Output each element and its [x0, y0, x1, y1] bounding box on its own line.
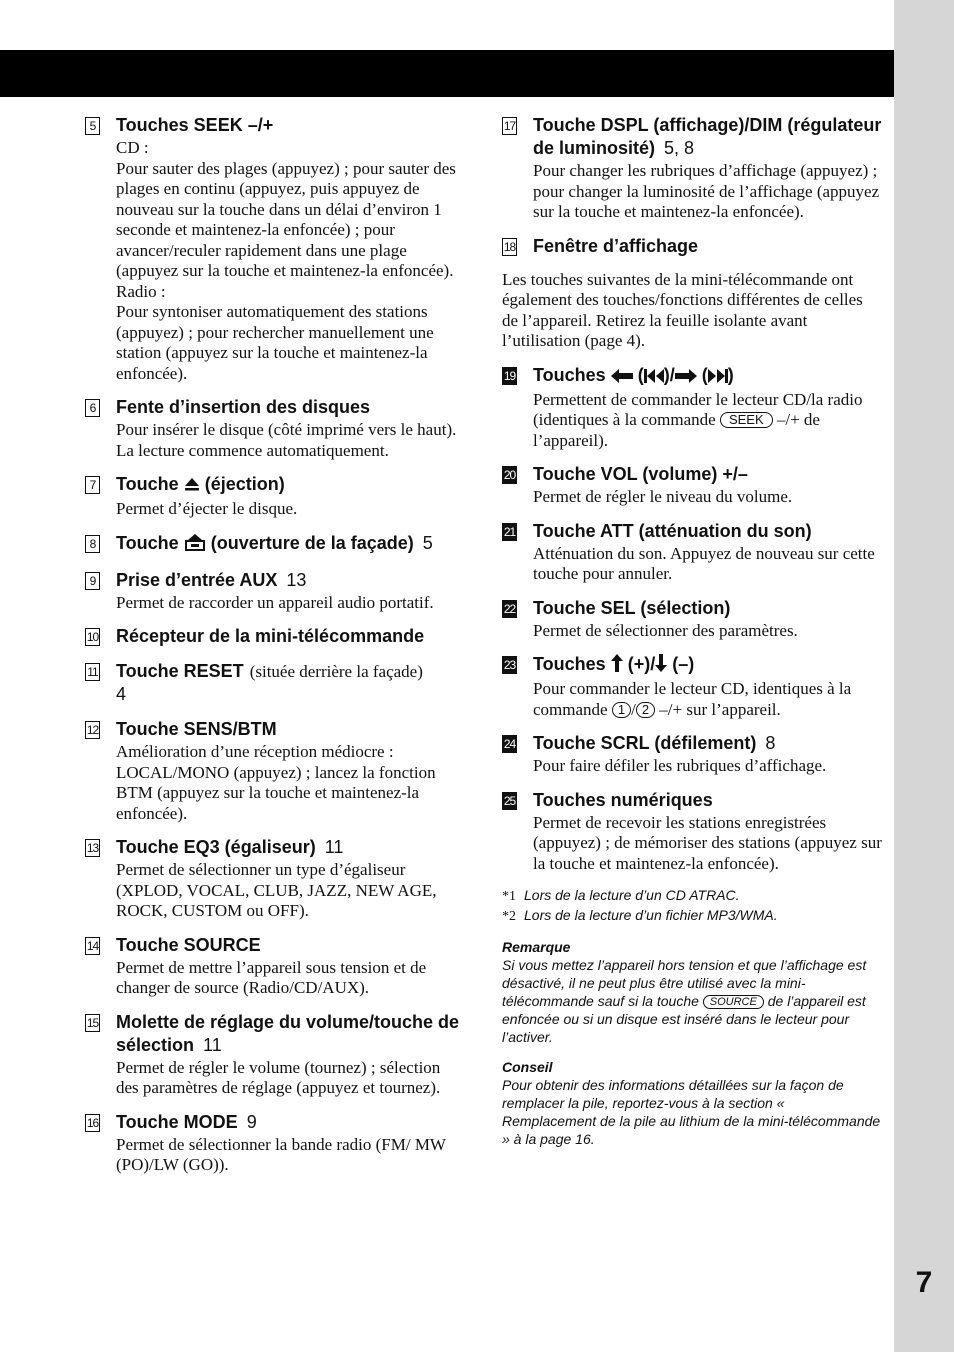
next-track-icon	[708, 366, 728, 389]
intro-paragraph: Les touches suivantes de la mini-télécommande ont également des touches/fonctions différentes de celles de l’appareil. Retirez la feuille isolante avant l’utilisation (page 4).	[502, 269, 863, 350]
page-number: 7	[915, 1266, 933, 1299]
right-arrow-icon	[675, 366, 697, 389]
item-18	[502, 235, 882, 258]
item-title: Fenêtre d’affichage	[533, 235, 699, 256]
item-title	[116, 660, 463, 706]
title-part: )/	[663, 364, 675, 385]
item-title: Fente d’insertion des disques	[116, 397, 371, 417]
item-22	[502, 597, 882, 642]
item-number: 10	[86, 630, 99, 644]
item-number: 11	[85, 663, 100, 681]
key-2-label: 2	[636, 702, 655, 718]
conseil-title: Conseil	[502, 1059, 553, 1075]
item-title: Récepteur de la mini-télécommande	[116, 626, 425, 646]
footnote-mark: *2	[502, 909, 516, 924]
item-description: Permet de mettre l’appareil sous tension et de changer de source (Radio/CD/AUX).	[116, 957, 427, 997]
page-ref: 8	[765, 733, 776, 753]
conseil-note	[502, 1058, 882, 1148]
item-title	[116, 473, 463, 498]
item-16	[85, 1111, 463, 1176]
item-number: 22	[503, 601, 516, 616]
item-number: 12	[86, 723, 99, 737]
item-13	[85, 836, 463, 922]
title-part: Touches	[533, 654, 606, 674]
item-description: Pour insérer le disque (côté imprimé vers le haut). La lecture commence automatiquement.	[116, 420, 457, 460]
title-part: Touche	[116, 532, 179, 553]
right-column	[502, 114, 882, 1148]
item-21	[502, 520, 882, 585]
item-description	[116, 138, 463, 384]
title-part: (–)	[672, 654, 695, 674]
item-description: Permet de sélectionner la bande radio (FM/ MW (PO)/LW (GO)).	[116, 1134, 446, 1174]
item-title: Touches SEEK –/+	[116, 115, 274, 135]
item-8	[85, 532, 463, 557]
title-part: Touche MODE	[116, 1111, 238, 1132]
item-title	[116, 569, 463, 592]
page-ref: 4	[116, 684, 127, 704]
item-10	[85, 625, 463, 648]
title-note: (située derrière la façade)	[249, 662, 423, 681]
header-bar	[0, 50, 894, 97]
item-number: 18	[503, 239, 516, 254]
title-part: )	[727, 364, 734, 385]
remarque-title: Remarque	[502, 939, 571, 955]
footnote-text: Lors de la lecture d’un CD ATRAC.	[524, 887, 740, 903]
item-description: Permet de sélectionner un type d’égaliseur (XPLOD, VOCAL, CLUB, JAZZ, NEW AGE, ROCK, CUSTOM ou OFF).	[116, 860, 437, 920]
desc-part: –/+ sur l’appareil.	[659, 699, 781, 719]
item-description: Permet de régler le volume (tournez) ; sélection des paramètres de réglage (appuyez et tournez).	[116, 1057, 441, 1097]
note-part: Si vous mettez l’appareil hors tension et que l’affichage est désactivé, il ne peut plus être utilisé avec la mini-télécommande sauf si la touche	[502, 957, 867, 1009]
footnote	[502, 886, 882, 906]
title-part: (ouverture de la façade)	[210, 532, 414, 553]
seek-key-label: SEEK	[720, 412, 773, 428]
item-12	[85, 718, 463, 824]
title-part: Touche SCRL (défilement)	[533, 733, 757, 753]
item-20	[502, 463, 882, 508]
desc-line: Pour sauter des plages (appuyez) ; pour sauter des plages en continu (appuyez, puis appuyez de nouveau sur la touche dans un délai d’environ 1 seconde et maintenez-la enfoncée) ; pour avancer/reculer rapidement dans une plage (appuyez sur la touche et maintenez-la enfoncée).	[116, 158, 456, 280]
item-11	[85, 660, 463, 706]
desc-part: –/+ de l’appareil).	[533, 410, 820, 450]
remarque-note	[502, 938, 882, 1046]
item-number: 21	[503, 524, 516, 539]
footnote-mark: *1	[502, 889, 516, 904]
desc-part: /	[631, 699, 636, 719]
title-part: Touches	[533, 364, 606, 385]
footnote	[502, 906, 882, 926]
front-panel-open-icon	[184, 533, 206, 557]
item-25	[502, 789, 882, 875]
item-number: 6	[85, 399, 100, 417]
item-number: 23	[503, 658, 516, 672]
page-ref: 5, 8	[664, 138, 695, 158]
source-key-label: SOURCE	[703, 995, 764, 1009]
desc-line: Radio :	[116, 281, 166, 301]
item-number: 9	[85, 572, 100, 590]
item-19	[502, 364, 882, 452]
item-number: 19	[503, 368, 516, 383]
title-part: (	[701, 364, 708, 385]
page-ref: 13	[286, 569, 307, 590]
item-9	[85, 569, 463, 614]
item-number: 16	[86, 1115, 99, 1130]
item-5	[85, 114, 463, 384]
footnote-text: Lors de la lecture d’un fichier MP3/WMA.	[524, 907, 778, 923]
footnotes	[502, 886, 882, 926]
up-arrow-icon	[611, 654, 623, 678]
item-description: Pour changer les rubriques d’affichage (appuyez) ; pour changer la luminosité de l’affichage (appuyez sur la touche et maintenez-la enfoncée).	[533, 161, 880, 221]
item-title: Touche SENS/BTM	[116, 719, 277, 739]
item-number: 24	[503, 737, 516, 751]
page-sidebar	[894, 0, 954, 1352]
desc-line: CD :	[116, 138, 149, 157]
item-title	[116, 532, 463, 557]
page-ref: 11	[203, 1034, 222, 1055]
item-title: Touche VOL (volume) +/–	[533, 464, 748, 484]
title-part: (+)/	[627, 654, 656, 674]
item-description: Permet d’éjecter le disque.	[116, 499, 298, 518]
down-arrow-icon	[655, 654, 667, 678]
item-17	[502, 114, 882, 223]
conseil-text: Pour obtenir des informations détaillées sur la façon de remplacer la pile, reportez-vous à la section « Remplacement de la pile au lithium de la mini-télécommande » à la page 16.	[502, 1077, 881, 1147]
page-ref: 11	[324, 837, 344, 857]
left-column	[85, 114, 463, 1188]
title-part: Touche EQ3 (égaliseur)	[116, 837, 316, 857]
item-title: Touche SOURCE	[116, 934, 261, 955]
item-7	[85, 473, 463, 520]
desc-part: Permettent de commander le lecteur CD/la radio (identiques à la commande	[533, 389, 863, 429]
item-24	[502, 732, 882, 777]
item-title	[116, 836, 463, 859]
title-part: Touche DSPL (affichage)/DIM (régulateur de luminosité)	[533, 115, 882, 158]
title-part: (	[637, 364, 644, 385]
desc-part: Pour commander le lecteur CD, identiques à la commande	[533, 679, 852, 719]
item-title	[116, 1111, 463, 1134]
title-part: Touche	[116, 474, 179, 494]
item-15	[85, 1011, 463, 1099]
item-title: Touche SEL (sélection)	[533, 597, 731, 618]
item-title	[533, 364, 882, 389]
item-number: 17	[503, 119, 516, 133]
item-number: 14	[86, 938, 99, 953]
title-part: Prise d’entrée AUX	[116, 569, 278, 590]
item-number: 5	[85, 117, 100, 135]
page-ref: 5	[422, 532, 433, 553]
item-title	[116, 1011, 463, 1057]
item-title: Touche ATT (atténuation du son)	[533, 520, 812, 541]
item-description: Permet de raccorder un appareil audio portatif.	[116, 592, 434, 612]
item-6	[85, 396, 463, 461]
item-description: Atténuation du son. Appuyez de nouveau sur cette touche pour annuler.	[533, 543, 875, 583]
item-number: 20	[503, 468, 516, 482]
item-number: 7	[85, 476, 100, 494]
item-description: Permet de recevoir les stations enregistrées (appuyez) ; de mémoriser des stations (appuyez sur la touche et maintenez-la enfoncée).	[533, 812, 882, 873]
item-description	[533, 390, 882, 452]
item-description	[533, 679, 882, 720]
item-description: Pour faire défiler les rubriques d’affichage.	[533, 756, 827, 775]
title-part: Molette de réglage du volume/touche de sélection	[116, 1011, 460, 1055]
item-number: 13	[86, 841, 99, 855]
title-part: (éjection)	[204, 474, 285, 494]
item-number: 25	[503, 793, 516, 808]
item-title	[533, 653, 882, 678]
item-14	[85, 934, 463, 999]
item-title	[533, 732, 882, 755]
item-title	[533, 114, 882, 160]
note-part: de l’appareil est enfoncée ou si un disque est inséré dans le lecteur pour l’activer.	[502, 993, 866, 1045]
title-part: Touche RESET	[116, 661, 244, 681]
page-ref: 9	[246, 1111, 257, 1132]
left-arrow-icon	[611, 366, 633, 389]
desc-line: Pour syntoniser automatiquement des stations (appuyez) ; pour rechercher manuellement une station (appuyez sur la touche et maintenez-la enfoncée).	[116, 302, 434, 383]
item-number: 15	[86, 1015, 99, 1030]
eject-icon	[184, 475, 200, 498]
item-title: Touches numériques	[533, 789, 713, 810]
remarque-text	[502, 956, 882, 1046]
key-1-label: 1	[612, 702, 631, 718]
previous-track-icon	[644, 366, 664, 389]
item-description: Amélioration d’une réception médiocre : LOCAL/MONO (appuyez) ; lancez la fonction BTM (appuyez sur la touche et maintenez-la enfoncée).	[116, 742, 436, 823]
item-description: Permet de régler le niveau du volume.	[533, 487, 793, 506]
item-description: Permet de sélectionner des paramètres.	[533, 620, 798, 640]
item-23	[502, 653, 882, 720]
item-number: 8	[85, 535, 100, 553]
